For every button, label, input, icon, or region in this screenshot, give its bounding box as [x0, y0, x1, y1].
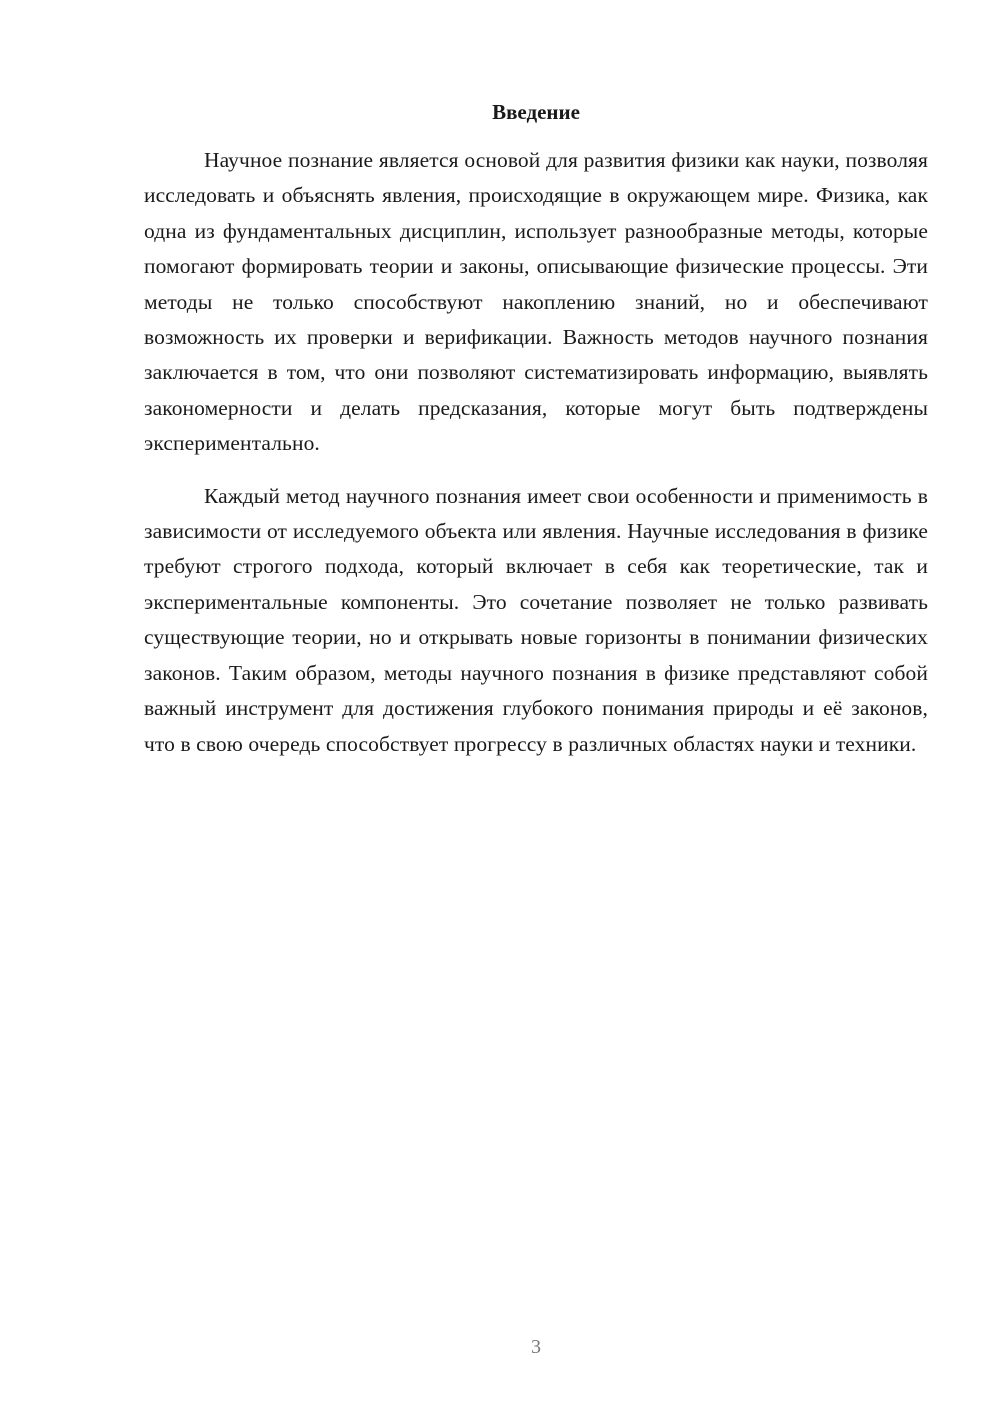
paragraph-2: Каждый метод научного познания имеет свои особенности и применимость в зависимости от исследуемого объекта или явления. Научные исследования в физике требуют строгого подхода, который включает в себя как теоретические, так и экспериментальные компоненты. Это сочетание позволяет не только развивать существующие теории, но и открывать новые горизонты в понимании физических законов. Таким образом, методы научного познания в физике представляют собой важный инструмент для достижения глубокого понимания природы и её законов, что в свою очередь способствует прогрессу в различных областях науки и техники. [144, 483, 928, 756]
paragraph-1: Научное познание является основой для развития физики как науки, позволяя исследовать и объяснять явления, происходящие в окружающем мире. Физика, как одна из фундаментальных дисциплин, использует разнообразные методы, которые помогают формировать теории и законы, описывающие физические процессы. Эти методы не только способствуют накоплению знаний, но и обеспечивают возможность их проверки и верификации. Важность методов научного познания заключается в том, что они позволяют систематизировать информацию, выявлять закономерности и делать предсказания, которые могут быть подтверждены экспериментально. [144, 148, 928, 456]
page-number: 3 [531, 1336, 541, 1358]
body-text [144, 143, 928, 762]
section-heading: Введение [492, 100, 580, 124]
